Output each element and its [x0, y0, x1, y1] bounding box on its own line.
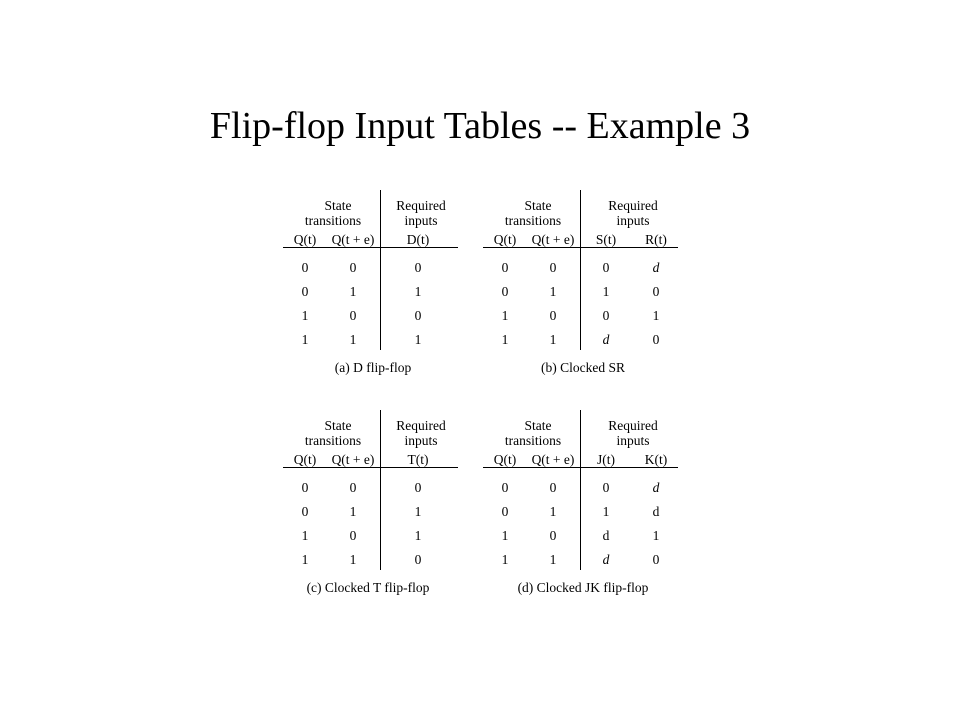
- cell: 1: [549, 284, 557, 299]
- cell: 0: [414, 480, 422, 495]
- divider: [380, 410, 381, 570]
- header-required-line2: inputs: [404, 213, 438, 228]
- cell: 1: [602, 284, 610, 299]
- cell: 0: [501, 480, 509, 495]
- cell: 1: [602, 504, 610, 519]
- col-header: Q(t + e): [531, 232, 575, 247]
- table-caption: (a) D flip-flop: [334, 360, 412, 375]
- cell: 1: [414, 504, 422, 519]
- cell: 1: [652, 308, 660, 323]
- header-required-line2: inputs: [616, 213, 650, 228]
- cell: 0: [301, 260, 309, 275]
- header-required-line1: Required: [608, 198, 658, 213]
- cell: 1: [501, 332, 509, 347]
- header-required-line1: Required: [608, 418, 658, 433]
- cell: 1: [652, 528, 660, 543]
- cell: d: [602, 332, 610, 347]
- cell: 0: [349, 480, 357, 495]
- cell: 1: [349, 332, 357, 347]
- divider: [580, 190, 581, 350]
- cell: 0: [349, 308, 357, 323]
- header-required-line1: Required: [396, 418, 446, 433]
- header-required-line2: inputs: [404, 433, 438, 448]
- cell: 1: [301, 308, 309, 323]
- col-header: T(t): [407, 452, 429, 467]
- col-header: Q(t): [293, 452, 317, 467]
- cell: 0: [549, 308, 557, 323]
- cell: 0: [652, 332, 660, 347]
- cell: d: [652, 504, 660, 519]
- table-caption: (d) Clocked JK flip-flop: [517, 580, 649, 595]
- col-header: Q(t): [493, 452, 517, 467]
- cell: 1: [501, 528, 509, 543]
- divider: [380, 190, 381, 350]
- col-header: S(t): [595, 232, 617, 247]
- table-caption: (c) Clocked T flip-flop: [306, 580, 430, 595]
- cell: 1: [501, 552, 509, 567]
- col-header: Q(t): [493, 232, 517, 247]
- cell: 1: [349, 284, 357, 299]
- divider: [483, 247, 678, 248]
- cell: 0: [301, 504, 309, 519]
- cell: 0: [501, 260, 509, 275]
- cell: 0: [349, 528, 357, 543]
- cell: 1: [549, 332, 557, 347]
- cell: 0: [652, 552, 660, 567]
- col-header: D(t): [406, 232, 430, 247]
- cell: 0: [501, 284, 509, 299]
- cell: 0: [414, 260, 422, 275]
- col-header: K(t): [644, 452, 668, 467]
- table-d-clocked-jk-flip-flop: [483, 410, 683, 625]
- cell: 1: [549, 552, 557, 567]
- cell: 1: [414, 332, 422, 347]
- cell: 0: [602, 308, 610, 323]
- cell: 1: [501, 308, 509, 323]
- cell: 1: [549, 504, 557, 519]
- cell: 1: [349, 552, 357, 567]
- cell: 0: [549, 480, 557, 495]
- cell: 0: [602, 480, 610, 495]
- col-header: Q(t + e): [531, 452, 575, 467]
- header-state-line2: transitions: [504, 433, 562, 448]
- col-header: R(t): [645, 232, 667, 247]
- col-header: Q(t + e): [331, 232, 375, 247]
- table-c-clocked-t-flip-flop: [283, 410, 473, 625]
- cell: 1: [301, 528, 309, 543]
- cell: d: [602, 552, 610, 567]
- cell: 0: [652, 284, 660, 299]
- cell: 1: [414, 284, 422, 299]
- divider: [283, 467, 458, 468]
- cell: 0: [549, 528, 557, 543]
- cell: 0: [301, 284, 309, 299]
- header-state-line1: State: [324, 198, 352, 213]
- col-header: Q(t + e): [331, 452, 375, 467]
- cell: 0: [501, 504, 509, 519]
- table-caption: (b) Clocked SR: [541, 360, 625, 375]
- table-a-d-flip-flop: [283, 190, 473, 405]
- header-state-line1: State: [524, 418, 552, 433]
- header-state-line2: transitions: [304, 433, 362, 448]
- cell: 0: [414, 552, 422, 567]
- cell: 1: [301, 332, 309, 347]
- cell: 0: [349, 260, 357, 275]
- header-state-line2: transitions: [504, 213, 562, 228]
- divider: [283, 247, 458, 248]
- divider: [483, 467, 678, 468]
- header-state-line2: transitions: [304, 213, 362, 228]
- cell: 1: [349, 504, 357, 519]
- cell: 0: [549, 260, 557, 275]
- header-required-line1: Required: [396, 198, 446, 213]
- table-b-clocked-sr: [483, 190, 683, 405]
- cell: 1: [301, 552, 309, 567]
- page-title: Flip-flop Input Tables -- Example 3: [209, 105, 751, 147]
- header-required-line2: inputs: [616, 433, 650, 448]
- divider: [580, 410, 581, 570]
- cell: d: [652, 260, 660, 275]
- col-header: J(t): [597, 452, 615, 467]
- cell: 0: [602, 260, 610, 275]
- cell: 0: [301, 480, 309, 495]
- header-state-line1: State: [324, 418, 352, 433]
- header-state-line1: State: [524, 198, 552, 213]
- cell: 0: [414, 308, 422, 323]
- cell: 1: [414, 528, 422, 543]
- cell: d: [602, 528, 610, 543]
- cell: d: [652, 480, 660, 495]
- col-header: Q(t): [293, 232, 317, 247]
